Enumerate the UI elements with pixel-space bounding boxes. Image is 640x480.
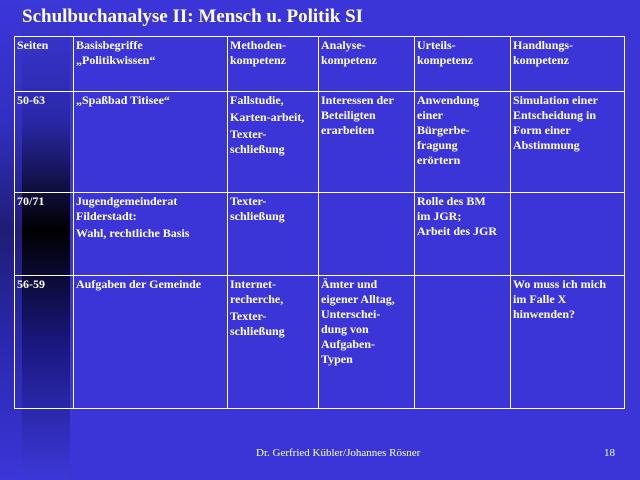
- header-urteil-line: Urteils-: [417, 38, 456, 52]
- cell-line: 70/71: [17, 194, 45, 208]
- cell-line: Form einer: [513, 123, 571, 137]
- header-handlung-line: Handlungs-: [513, 38, 574, 52]
- cell-line: 50-63: [17, 93, 45, 107]
- cell-line: Aufgaben der Gemeinde: [76, 277, 202, 291]
- cell-line: 56-59: [17, 277, 45, 291]
- header-handlungskompetenz: [511, 37, 625, 92]
- cell-line: schließung: [230, 209, 285, 223]
- cell-line: einer: [417, 108, 443, 122]
- slide-footer-author: Dr. Gerfried Kübler/Johannes Rösner: [256, 447, 421, 459]
- header-basisbegriffe: [74, 37, 228, 92]
- header-methoden-line: kompetenz: [230, 53, 286, 67]
- table-row: [15, 92, 625, 193]
- cell-line: hinwenden?: [513, 307, 576, 321]
- cell-line: dung von: [321, 322, 369, 336]
- cell-line: Arbeit des JGR: [417, 224, 497, 238]
- cell-line: Entscheidung in: [513, 108, 597, 122]
- cell-line: erarbeiten: [321, 123, 375, 137]
- table-row: [15, 193, 625, 276]
- cell-line: recherche,: [230, 292, 284, 306]
- cell-line: Texter-: [230, 127, 267, 141]
- cell-line: erörtern: [417, 153, 461, 167]
- cell-line: schließung: [230, 142, 285, 156]
- cell-line: „Spaßbad Titisee“: [76, 93, 170, 107]
- cell-seiten: [15, 193, 74, 276]
- cell-handlung: [511, 193, 625, 276]
- cell-line: Anwendung: [417, 93, 480, 107]
- header-handlung-line: kompetenz: [513, 53, 569, 67]
- cell-seiten: [15, 276, 74, 409]
- header-analysekompetenz: [319, 37, 415, 92]
- header-analyse-line: kompetenz: [321, 53, 377, 67]
- cell-urteil: [415, 193, 511, 276]
- cell-line: Interessen der: [321, 93, 394, 107]
- cell-basisbegriffe: [74, 193, 228, 276]
- cell-handlung: [511, 92, 625, 193]
- table-row: [15, 276, 625, 409]
- cell-line: Texter-: [230, 309, 267, 323]
- cell-line: Wo muss ich mich: [513, 277, 607, 291]
- cell-analyse: [319, 276, 415, 409]
- header-basis-line: „Politikwissen“: [76, 53, 156, 67]
- cell-line: Karten-arbeit,: [230, 110, 305, 124]
- cell-line: Typen: [321, 352, 353, 366]
- cell-line: Ämter und: [321, 277, 378, 291]
- header-basis-line: Basisbegriffe: [76, 38, 143, 52]
- cell-seiten: [15, 92, 74, 193]
- cell-line: Abstimmung: [513, 138, 580, 152]
- cell-line: fragung: [417, 138, 458, 152]
- header-urteilskompetenz: [415, 37, 511, 92]
- slide-page-number: 18: [604, 447, 615, 459]
- table-header-row: [15, 37, 625, 92]
- cell-line: Beteiligten: [321, 108, 376, 122]
- cell-urteil: [415, 276, 511, 409]
- cell-basisbegriffe: [74, 92, 228, 193]
- cell-line: Simulation einer: [513, 93, 599, 107]
- cell-line: Bürgerbe-: [417, 123, 470, 137]
- cell-line: Filderstadt:: [76, 209, 137, 223]
- cell-urteil: [415, 92, 511, 193]
- slide-title: Schulbuchanalyse II: Mensch u. Politik SI: [22, 6, 364, 27]
- cell-methoden: [228, 193, 319, 276]
- cell-line: Unterschei-: [321, 307, 381, 321]
- header-seiten: [15, 37, 74, 92]
- cell-line: Fallstudie,: [230, 93, 284, 107]
- cell-line: im Falle X: [513, 292, 567, 306]
- cell-methoden: [228, 276, 319, 409]
- cell-line: eigener Alltag,: [321, 292, 395, 306]
- header-analyse-line: Analyse-: [321, 38, 366, 52]
- cell-line: Rolle des BM: [417, 194, 486, 208]
- header-methodenkompetenz: [228, 37, 319, 92]
- cell-analyse: [319, 92, 415, 193]
- header-seiten-line: Seiten: [17, 38, 49, 52]
- cell-handlung: [511, 276, 625, 409]
- cell-line: Texter-: [230, 194, 267, 208]
- cell-analyse: [319, 193, 415, 276]
- cell-line: im JGR;: [417, 209, 462, 223]
- cell-line: Wahl, rechtliche Basis: [76, 226, 190, 240]
- cell-basisbegriffe: [74, 276, 228, 409]
- competence-table: [14, 36, 625, 409]
- cell-line: Aufgaben-: [321, 337, 376, 351]
- cell-methoden: [228, 92, 319, 193]
- header-urteil-line: kompetenz: [417, 53, 473, 67]
- cell-line: schließung: [230, 324, 285, 338]
- header-methoden-line: Methoden-: [230, 38, 286, 52]
- cell-line: Internet-: [230, 277, 276, 291]
- cell-line: Jugendgemeinderat: [76, 194, 178, 208]
